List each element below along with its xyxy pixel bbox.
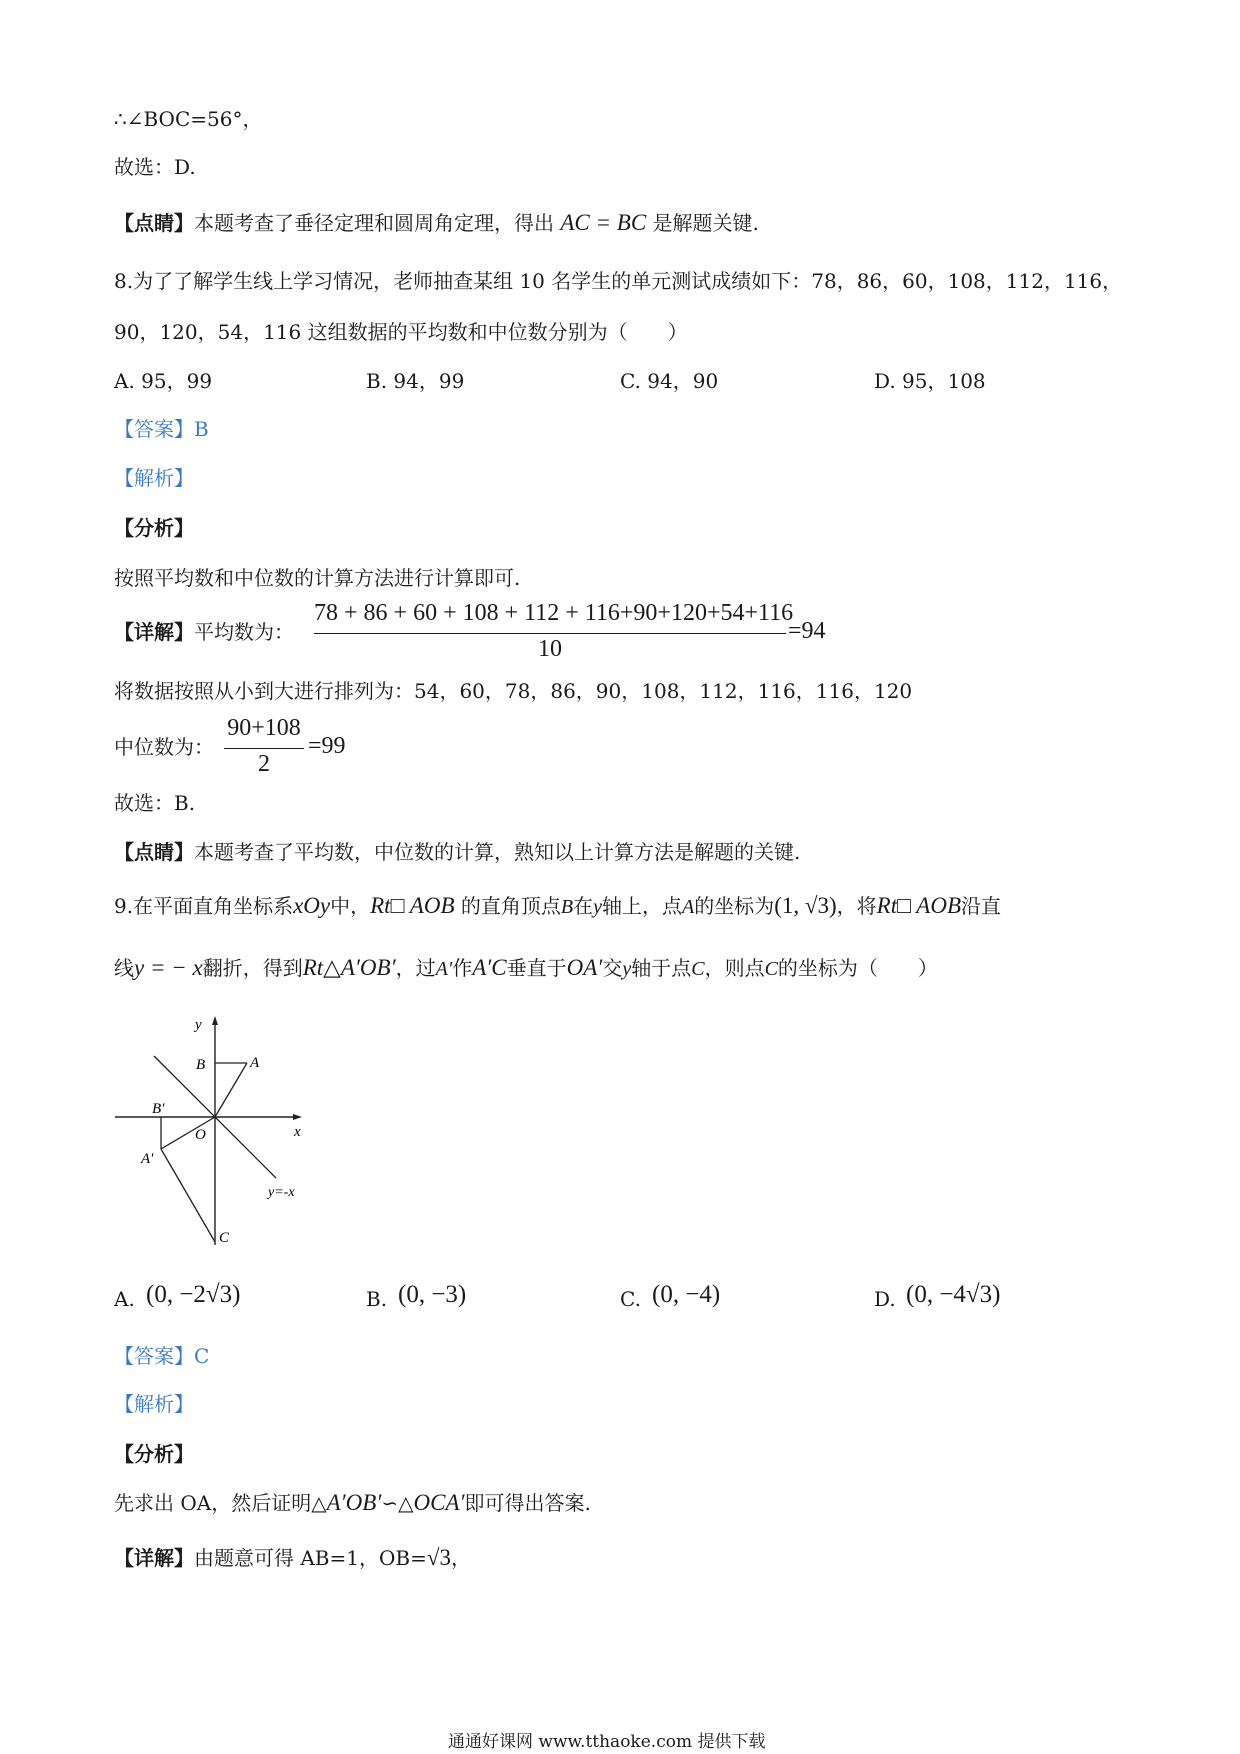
median-result: =99 [308,733,346,759]
mean-numerator: 78 + 86 + 60 + 108 + 112 + 116+90+120+54+116 [314,600,794,626]
footer-source: 通通好课网 www.tthaoke.com 提供下载 [448,1732,766,1752]
segment-a1o [161,1117,215,1149]
origin-label: O [195,1127,206,1143]
q9-analysis-header: 【分析】 [114,1442,194,1466]
q8-note: 【点睛】本题考查了平均数，中位数的计算，熟知以上计算方法是解题的关键. [114,840,801,864]
q9-option-d-label: D. [874,1287,896,1311]
point-b-label: B [196,1057,206,1073]
q8-option-a: A. 95，99 [114,369,213,393]
median-line: 中位数为： [114,735,214,759]
question-8-line-2: 90，120，54，116 这组数据的平均数和中位数分别为（ ） [114,320,688,344]
q9-option-a-label: A. [114,1287,135,1311]
q8-choice: 故选：B. [114,791,196,815]
choice-line: 故选：D. [114,155,196,179]
x-axis-arrow-icon [293,1114,302,1120]
point-a-label: A [250,1055,260,1071]
q9-option-b-label: B. [366,1287,388,1311]
q8-analysis-header: 【分析】 [114,516,194,540]
mean-denominator: 10 [538,636,562,662]
median-denominator: 2 [258,751,270,777]
median-numerator: 90+108 [227,715,301,741]
segment-a1c [161,1149,215,1242]
q9-option-b-value: (0, −3) [398,1281,467,1308]
q8-mean-line: 【详解】平均数为： [114,620,294,644]
q8-option-d: D. 95，108 [874,369,986,393]
q9-option-a-value: (0, −2√3) [146,1281,241,1308]
q8-answer: 【答案】B [114,417,209,441]
fraction-bar [314,633,786,634]
question-9-line-1: 9.在平面直角坐标系xOy中，Rt□ AOB 的直角顶点B在y轴上，点A的坐标为(1, √3)，将Rt□ AOB沿直 [114,893,1002,918]
y-axis-arrow-icon [212,1016,218,1025]
point-a-prime-label: A′ [141,1151,154,1167]
q9-solution-header: 【解析】 [114,1392,194,1416]
q9-detail: 【详解】由题意可得 AB=1，OB=√3， [114,1545,471,1570]
q9-option-d-value: (0, −4√3) [906,1281,1001,1308]
y-axis-label: y [195,1017,202,1033]
x-axis-label: x [294,1124,301,1140]
q9-answer: 【答案】C [114,1344,210,1368]
point-c-label: C [219,1230,230,1246]
question-9-line-2: 线y = − x翻折，得到Rt△A′OB′，过A′作A′C垂直于OA′交y轴于点C，则点C的坐标为（ ） [114,955,938,980]
coordinate-figure [100,1010,340,1260]
median-fraction [224,715,306,785]
fraction-bar [224,748,304,749]
note-line: 【点睛】本题考查了垂径定理和圆周角定理，得出 AC = BC 是解题关键. [114,210,759,235]
conclusion-line: ∴∠BOC=56°， [114,107,263,131]
mean-fraction [314,600,794,670]
q8-solution-header: 【解析】 [114,466,194,490]
segment-ao [215,1063,247,1117]
q8-analysis: 按照平均数和中位数的计算方法进行计算即可. [114,566,521,590]
q9-option-c-label: C. [620,1287,641,1311]
q8-option-b: B. 94，99 [366,369,465,393]
line-label: y=-x [268,1185,295,1200]
q9-analysis: 先求出 OA，然后证明△A′OB′∽△OCA′即可得出答案. [114,1490,591,1515]
q8-option-c: C. 94，90 [620,369,719,393]
q9-option-c-value: (0, −4) [652,1281,721,1308]
sorted-data: 将数据按照从小到大进行排列为：54，60，78，86，90，108，112，116，116，120 [114,679,913,703]
question-8-line-1: 8.为了了解学生线上学习情况，老师抽查某组 10 名学生的单元测试成绩如下：78，86，60，108，112，116， [114,269,1123,293]
point-b-prime-label: B′ [152,1101,165,1117]
mean-result: =94 [788,618,826,644]
